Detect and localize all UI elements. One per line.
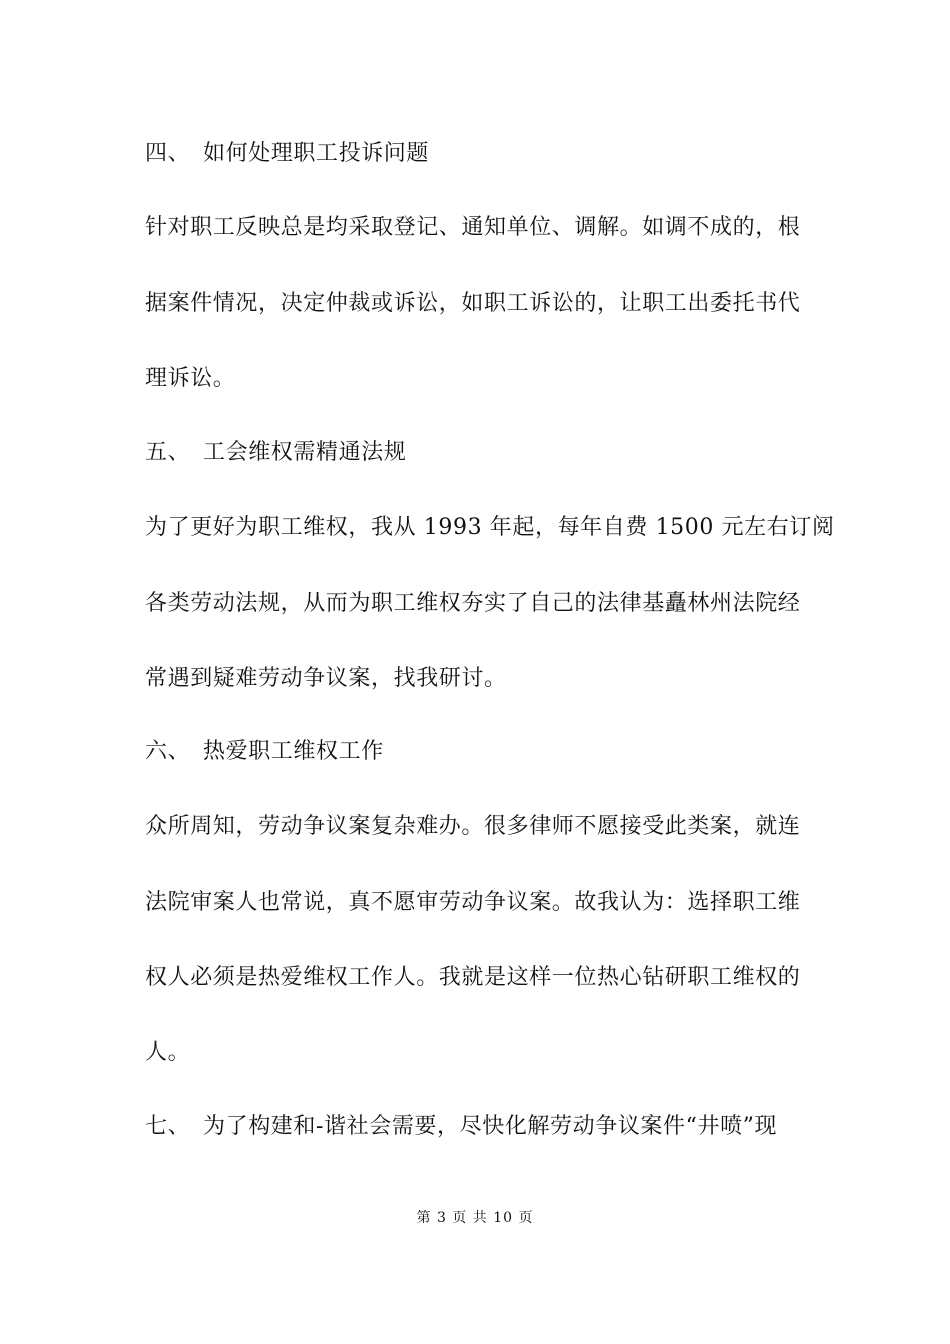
section-5-number: 五、: [145, 440, 191, 465]
section-6-number: 六、: [145, 739, 191, 764]
section-4-heading: [145, 139, 810, 169]
section-4-line-3: 理诉讼。: [145, 366, 236, 391]
section-5-line-2: 各类劳动法规，从而为职工维权夯实了自己的法律基矗林州法院经: [145, 591, 801, 616]
section-5-title: 工会维权需精通法规: [203, 440, 407, 465]
section-7-number: 七、: [145, 1114, 191, 1139]
page-number-footer: 第 3 页 共 10 页: [416, 1210, 534, 1226]
section-5-line-3: 常遇到疑难劳动争议案，找我研讨。: [145, 666, 507, 691]
section-5-heading: [145, 438, 810, 468]
section-4-number: 四、: [145, 141, 191, 166]
section-6-title: 热爱职工维权工作: [203, 739, 384, 764]
section-7-title: 为了构建和-谐社会需要，尽快化解劳动争议案件“井喷”现: [203, 1114, 778, 1139]
section-7-heading: [145, 1112, 810, 1142]
section-5-line-1: 为了更好为职工维权，我从 1993 年起，每年自费 1500 元左右订阅: [145, 515, 835, 540]
section-6-line-2: 法院审案人也常说，真不愿审劳动争议案。故我认为：选择职工维: [145, 890, 801, 915]
section-4-line-1: 针对职工反映总是均采取登记、通知单位、调解。如调不成的，根: [145, 215, 801, 240]
section-6-line-1: 众所周知，劳动争议案复杂难办。很多律师不愿接受此类案，就连: [145, 814, 801, 839]
section-4-line-2: 据案件情况，决定仲裁或诉讼，如职工诉讼的，让职工出委托书代: [145, 291, 801, 316]
section-6-line-3: 权人必须是热爱维权工作人。我就是这样一位热心钻研职工维权的: [145, 965, 801, 990]
section-6-heading: [145, 737, 810, 767]
section-4-title: 如何处理职工投诉问题: [203, 141, 430, 166]
section-6-line-4: 人。: [145, 1040, 191, 1065]
